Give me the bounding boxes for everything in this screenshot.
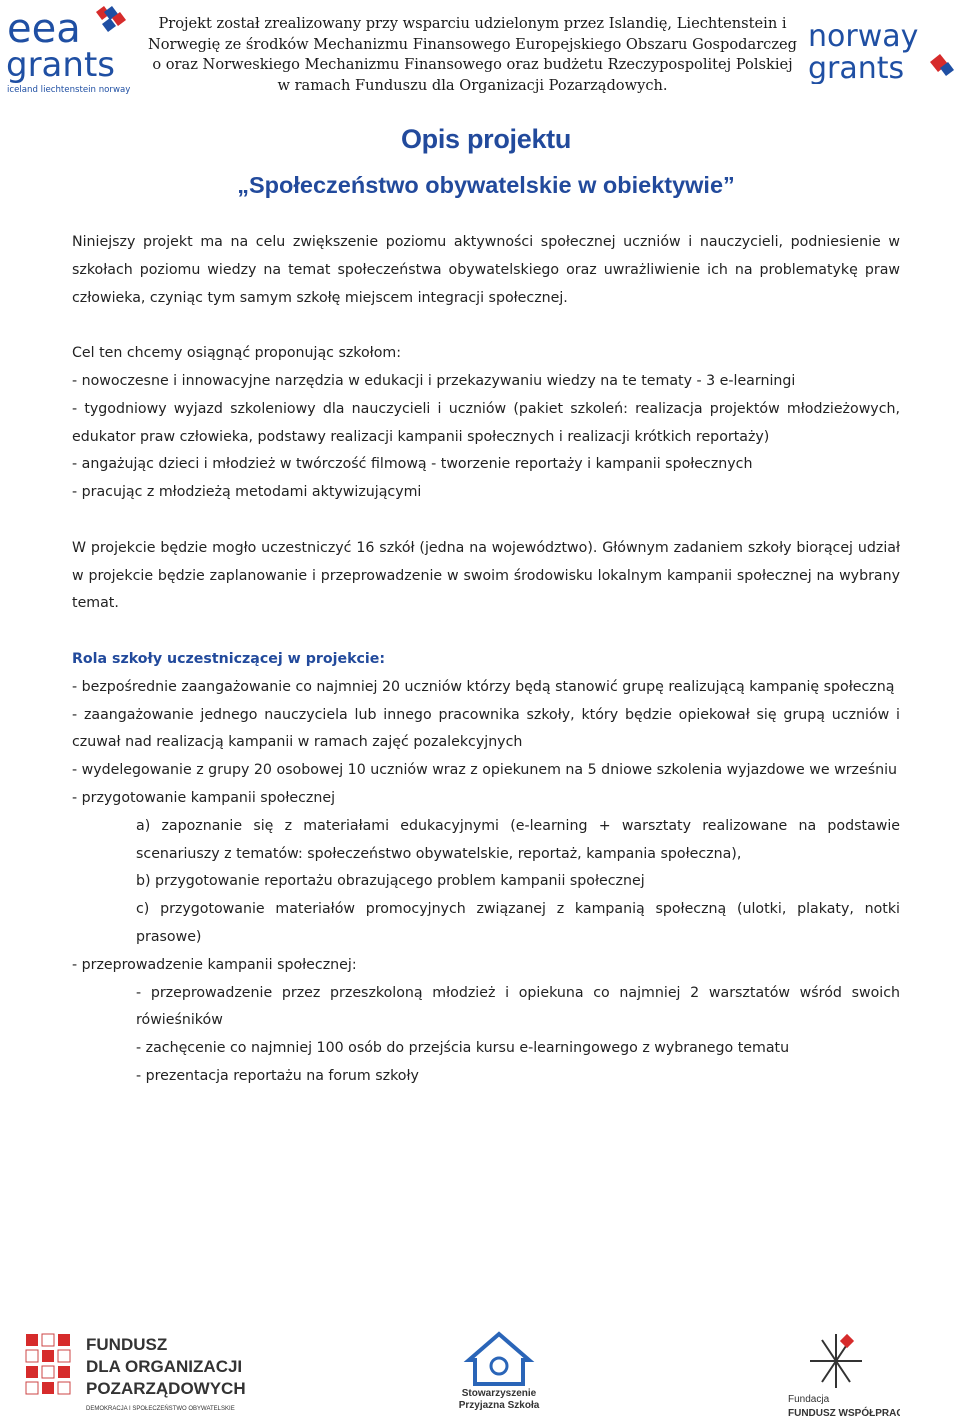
flag-icon [930,54,954,76]
document-subtitle: „Społeczeństwo obywatelskie w obiektywie” [237,172,735,198]
fws-logo-line2: FUNDUSZ WSPÓŁPRACY [788,1408,900,1419]
exec-item: - przeprowadzenie przez przeszkoloną młodzież i opiekuna co najmniej 2 warsztatów wśród swoich rówieśników [136,984,900,1029]
star-icon [810,1334,862,1388]
exec-item: - prezentacja reportażu na forum szkoły [136,1067,419,1084]
goal-item: - nowoczesne i innowacyjne narzędzia w edukacji i przekazywaniu wiedzy na te tematy - 3 e-learningi [72,372,796,389]
spacer [72,312,900,340]
prep-item: a) zapoznanie się z materiałami edukacyjnymi (e-learning + warsztaty realizowane na podstawie scenariuszy z tematów: społeczeństwo obywatelskie, reportaż, kampania społeczna), [136,817,900,862]
flag-icon [96,6,126,32]
house-icon [469,1334,529,1384]
document-title: Opis projektu [400,124,572,154]
fundusz-ngo-logo-graphic [22,1330,270,1416]
eea-logo-tagline: iceland liechtenstein norway [7,85,131,95]
stowarzyszenie-logo [443,1330,555,1410]
prep-heading: - przygotowanie kampanii społecznej [72,789,336,806]
funding-note-line: o oraz Norweskiego Mechanizmu Finansowego oraz budżetu Rzeczypospolitej Polskiej [152,56,793,74]
grid-pattern-icon [26,1334,70,1394]
fundusz-ngo-logo [22,1330,270,1416]
stowarzyszenie-logo-line2: Przyjazna Szkoła [458,1400,540,1410]
role-item: - bezpośrednie zaangażowanie co najmniej 20 uczniów którzy będą stanowić grupę realizującą kampanię społeczną [72,678,895,695]
funding-note [140,14,805,96]
norway-grants-logo [806,18,956,84]
exec-heading: - przeprowadzenie kampanii społecznej: [72,956,357,973]
goal-item: - pracując z młodzieżą metodami aktywizującymi [72,484,422,501]
spacer [72,507,900,535]
goal-lead: Cel ten chcemy osiągnąć proponując szkołom: [72,345,401,362]
stowarzyszenie-logo-line1: Stowarzyszenie [461,1388,537,1399]
spacer [72,618,900,646]
fundusz-logo-line1: FUNDUSZ [86,1335,168,1354]
role-item: - zaangażowanie jednego nauczyciela lub innego pracownika szkoły, który będzie opiekował się grupą uczniów i czuwał nad realizacją kampanii w ramach zajęć pozalekcyjnych [72,706,900,751]
fundusz-logo-line2: DLA ORGANIZACJI [86,1357,243,1376]
fundusz-logo-line3: POZARZĄDOWYCH [86,1379,246,1398]
goal-item: - angażując dzieci i młodzież w twórczość filmową - tworzenie reportaży i kampanii społecznych [72,456,753,473]
goal-item: - tygodniowy wyjazd szkoleniowy dla nauczycieli i uczniów (pakiet szkoleń: realizacja projektów młodzieżowych, edukator praw człowieka, podstawy realizacji kampanii społecznych i realizacji krótkich reportaży) [72,400,900,445]
norway-grants-logo-graphic [806,18,956,84]
exec-item: - zachęcenie co najmniej 100 osób do przejścia kursu e-learningowego z wybranego tematu [136,1040,790,1057]
funding-note-line: Norwegię ze środków Mechanizmu Finansowego Europejskiego Obszaru Gospodarczeg [147,35,798,53]
participation-paragraph: W projekcie będzie mogło uczestniczyć 16 szkół (jedna na województwo). Głównym zadaniem szkoły biorącej udział w projekcie będzie zaplanowanie i przeprowadzenie w swoim środowisku lokalnym kampanii społecznej na wybrany temat. [72,539,900,612]
fws-logo-line1: Fundacja [788,1394,830,1405]
intro-paragraph: Niniejszy projekt ma na celu zwiększenie poziomu aktywności społecznej uczniów i nauczycieli, podniesienie w szkołach poziomu wiedzy na temat społeczeństwa obywatelskiego oraz uwrażliwienie ich na problematykę praw człowieka, czyniąc tym samym szkołę miejscem integracji społecznej. [72,234,900,306]
stowarzyszenie-logo-graphic [443,1330,555,1410]
fundusz-wspolpracy-logo-graphic [784,1332,900,1422]
role-item: - wydelegowanie z grupy 20 osobowej 10 uczniów wraz z opiekunem na 5 dniowe szkolenia wyjazdowe we wrześniu [72,762,898,779]
prep-item: b) przygotowanie reportażu obrazującego problem kampanii społecznej [136,873,645,890]
eea-grants-logo-graphic [4,4,134,96]
eea-logo-line1: eea [7,6,81,52]
norway-logo-line2: grants [808,51,905,84]
funding-note-line: w ramach Funduszu dla Organizacji Pozarządowych. [277,76,668,94]
eea-logo-line2: grants [6,45,115,85]
prep-item: c) przygotowanie materiałów promocyjnych związanej z kampanią społeczną (ulotki, plakaty, notki prasowe) [136,901,900,945]
fundusz-logo-tagline: DEMOKRACJA I SPOŁECZEŃSTWO OBYWATELSKIE [86,1406,235,1412]
eea-grants-logo [4,4,134,96]
fundusz-wspolpracy-logo [784,1332,900,1422]
role-heading: Rola szkoły uczestniczącej w projekcie: [72,650,386,667]
document-body [72,229,900,1091]
funding-note-line: Projekt został zrealizowany przy wsparciu udzielonym przez Islandię, Liechtenstein i [158,15,787,32]
norway-logo-line1: norway [808,19,919,54]
